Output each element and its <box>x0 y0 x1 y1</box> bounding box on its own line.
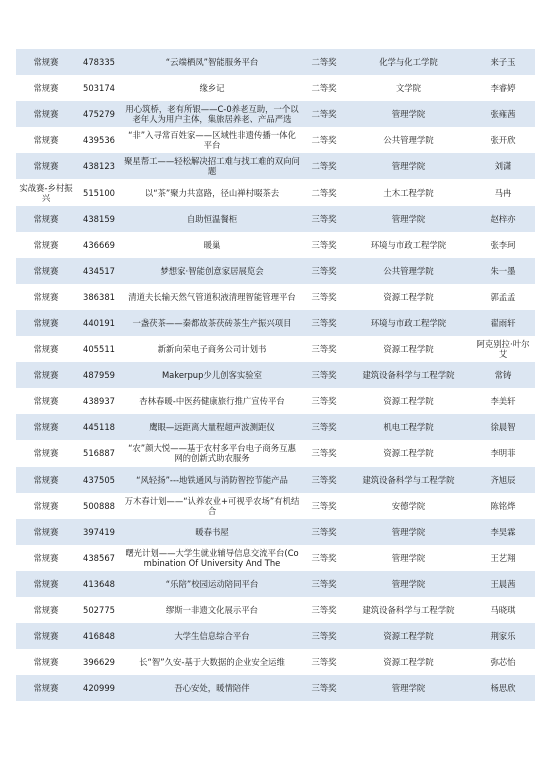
awards-table <box>16 49 535 701</box>
project-name-cell: 自助恒温餐柜 <box>122 206 302 232</box>
awards-table-wrapper <box>16 49 535 701</box>
leader-name-cell: 李明菲 <box>471 440 535 466</box>
project-name-cell: 杏林春暖-中医药健康旅行推广宣传平台 <box>122 388 302 414</box>
college-cell: 建筑设备科学与工程学院 <box>346 362 471 388</box>
college-cell: 管理学院 <box>346 101 471 127</box>
college-cell: 管理学院 <box>346 519 471 545</box>
table-row <box>16 440 535 466</box>
prize-level-cell: 三等奖 <box>302 232 346 258</box>
project-name-cell: Makerpup少儿创客实验室 <box>122 362 302 388</box>
project-name-cell: 一盏茯茶——秦都故茶茯砖茶生产振兴项目 <box>122 310 302 336</box>
prize-level-cell: 三等奖 <box>302 336 346 362</box>
table-row <box>16 127 535 153</box>
table-row <box>16 179 535 205</box>
college-cell: 管理学院 <box>346 545 471 571</box>
project-id-cell: 438567 <box>76 545 122 571</box>
leader-name-cell: 赵梓亦 <box>471 206 535 232</box>
college-cell: 安德学院 <box>346 493 471 519</box>
award-type-cell: 常规赛 <box>16 467 76 493</box>
prize-level-cell: 三等奖 <box>302 206 346 232</box>
project-name-cell: “非”入寻常百姓家——区域性非遗传播一体化平台 <box>122 127 302 153</box>
prize-level-cell: 三等奖 <box>302 493 346 519</box>
table-row <box>16 388 535 414</box>
table-row <box>16 310 535 336</box>
leader-name-cell: 来子玉 <box>471 49 535 75</box>
prize-level-cell: 二等奖 <box>302 49 346 75</box>
table-row <box>16 545 535 571</box>
award-type-cell: 常规赛 <box>16 258 76 284</box>
college-cell: 管理学院 <box>346 675 471 701</box>
award-type-cell: 常规赛 <box>16 153 76 179</box>
leader-name-cell: 陈铭烨 <box>471 493 535 519</box>
project-name-cell: 以“茶”聚力共富路，径山禅村啜茶去 <box>122 179 302 205</box>
leader-name-cell: 齐旭辰 <box>471 467 535 493</box>
college-cell: 建筑设备科学与工程学院 <box>346 597 471 623</box>
prize-level-cell: 三等奖 <box>302 675 346 701</box>
project-id-cell: 434517 <box>76 258 122 284</box>
project-name-cell: 清道夫长输天然气管道积液清理智能管理平台 <box>122 284 302 310</box>
project-name-cell: 曙光计划——大学生就业辅导信息交流平台(Combination Of University And The <box>122 545 302 571</box>
prize-level-cell: 三等奖 <box>302 545 346 571</box>
project-id-cell: 515100 <box>76 179 122 205</box>
leader-name-cell: 杨思欣 <box>471 675 535 701</box>
leader-name-cell: 郭孟孟 <box>471 284 535 310</box>
college-cell: 公共管理学院 <box>346 258 471 284</box>
college-cell: 管理学院 <box>346 153 471 179</box>
table-row <box>16 206 535 232</box>
table-row <box>16 75 535 101</box>
project-id-cell: 397419 <box>76 519 122 545</box>
award-type-cell: 常规赛 <box>16 388 76 414</box>
prize-level-cell: 三等奖 <box>302 414 346 440</box>
project-name-cell: 用心筑桥，老有所银——C-0养老互助，一个以老年人为用户主体，集旅居养老、产品严选 <box>122 101 302 127</box>
project-id-cell: 445118 <box>76 414 122 440</box>
leader-name-cell: 马冉 <box>471 179 535 205</box>
award-type-cell: 常规赛 <box>16 49 76 75</box>
project-id-cell: 487959 <box>76 362 122 388</box>
prize-level-cell: 三等奖 <box>302 284 346 310</box>
project-id-cell: 475279 <box>76 101 122 127</box>
leader-name-cell: 王晨茜 <box>471 571 535 597</box>
table-row <box>16 258 535 284</box>
prize-level-cell: 二等奖 <box>302 127 346 153</box>
prize-level-cell: 二等奖 <box>302 153 346 179</box>
college-cell: 文学院 <box>346 75 471 101</box>
table-row <box>16 649 535 675</box>
project-id-cell: 413648 <box>76 571 122 597</box>
prize-level-cell: 三等奖 <box>302 467 346 493</box>
project-name-cell: 新新向荣电子商务公司计划书 <box>122 336 302 362</box>
leader-name-cell: 常铸 <box>471 362 535 388</box>
prize-level-cell: 三等奖 <box>302 362 346 388</box>
leader-name-cell: 李睿婷 <box>471 75 535 101</box>
table-row <box>16 284 535 310</box>
award-type-cell: 常规赛 <box>16 597 76 623</box>
project-name-cell: “乐陪”校园运动陪同平台 <box>122 571 302 597</box>
table-row <box>16 153 535 179</box>
college-cell: 化学与化工学院 <box>346 49 471 75</box>
table-row <box>16 571 535 597</box>
leader-name-cell: 弥芯怡 <box>471 649 535 675</box>
award-type-cell: 常规赛 <box>16 571 76 597</box>
award-type-cell: 常规赛 <box>16 623 76 649</box>
award-type-cell: 常规赛 <box>16 675 76 701</box>
prize-level-cell: 二等奖 <box>302 101 346 127</box>
leader-name-cell: 徐晨智 <box>471 414 535 440</box>
project-id-cell: 420999 <box>76 675 122 701</box>
leader-name-cell: 翟雨轩 <box>471 310 535 336</box>
table-row <box>16 597 535 623</box>
table-row <box>16 675 535 701</box>
college-cell: 环境与市政工程学院 <box>346 310 471 336</box>
award-type-cell: 常规赛 <box>16 414 76 440</box>
project-id-cell: 516887 <box>76 440 122 466</box>
project-name-cell: 缘乡记 <box>122 75 302 101</box>
project-name-cell: 暖巢 <box>122 232 302 258</box>
awards-table-body <box>16 49 535 701</box>
project-id-cell: 416848 <box>76 623 122 649</box>
table-row <box>16 336 535 362</box>
project-id-cell: 436669 <box>76 232 122 258</box>
prize-level-cell: 三等奖 <box>302 388 346 414</box>
award-type-cell: 常规赛 <box>16 284 76 310</box>
college-cell: 管理学院 <box>346 206 471 232</box>
college-cell: 资源工程学院 <box>346 284 471 310</box>
leader-name-cell: 李昊霖 <box>471 519 535 545</box>
project-name-cell: 梦想家·智能创意家居展览会 <box>122 258 302 284</box>
project-name-cell: 鹰眼—远距离大量程超声波测距仪 <box>122 414 302 440</box>
project-id-cell: 440191 <box>76 310 122 336</box>
project-id-cell: 478335 <box>76 49 122 75</box>
leader-name-cell: 刘潇 <box>471 153 535 179</box>
project-id-cell: 500888 <box>76 493 122 519</box>
prize-level-cell: 二等奖 <box>302 179 346 205</box>
leader-name-cell: 荆家乐 <box>471 623 535 649</box>
project-name-cell: “风轻扬”---地铁通风与消防智控节能产品 <box>122 467 302 493</box>
project-name-cell: “云端栖凤”智能服务平台 <box>122 49 302 75</box>
project-id-cell: 438123 <box>76 153 122 179</box>
table-row <box>16 49 535 75</box>
award-type-cell: 常规赛 <box>16 127 76 153</box>
award-type-cell: 常规赛 <box>16 649 76 675</box>
college-cell: 资源工程学院 <box>346 440 471 466</box>
prize-level-cell: 三等奖 <box>302 258 346 284</box>
leader-name-cell: 李美轩 <box>471 388 535 414</box>
college-cell: 管理学院 <box>346 571 471 597</box>
project-name-cell: 吾心安处，暖情陪伴 <box>122 675 302 701</box>
leader-name-cell: 张开欣 <box>471 127 535 153</box>
prize-level-cell: 三等奖 <box>302 440 346 466</box>
project-id-cell: 438937 <box>76 388 122 414</box>
award-type-cell: 常规赛 <box>16 232 76 258</box>
project-name-cell: “农”颜大悦——基于农村多平台电子商务互惠网的创新式助农服务 <box>122 440 302 466</box>
project-name-cell: 大学生信息综合平台 <box>122 623 302 649</box>
project-id-cell: 503174 <box>76 75 122 101</box>
college-cell: 资源工程学院 <box>346 623 471 649</box>
college-cell: 建筑设备科学与工程学院 <box>346 467 471 493</box>
award-type-cell: 实战赛-乡村振兴 <box>16 179 76 205</box>
table-row <box>16 623 535 649</box>
table-row <box>16 414 535 440</box>
table-row <box>16 493 535 519</box>
prize-level-cell: 三等奖 <box>302 519 346 545</box>
project-id-cell: 438159 <box>76 206 122 232</box>
leader-name-cell: 朱一墨 <box>471 258 535 284</box>
award-type-cell: 常规赛 <box>16 545 76 571</box>
project-id-cell: 439536 <box>76 127 122 153</box>
award-type-cell: 常规赛 <box>16 310 76 336</box>
award-type-cell: 常规赛 <box>16 362 76 388</box>
college-cell: 资源工程学院 <box>346 388 471 414</box>
college-cell: 机电工程学院 <box>346 414 471 440</box>
award-type-cell: 常规赛 <box>16 519 76 545</box>
prize-level-cell: 三等奖 <box>302 310 346 336</box>
table-row <box>16 467 535 493</box>
leader-name-cell: 张雍茜 <box>471 101 535 127</box>
table-row <box>16 519 535 545</box>
leader-name-cell: 马晓琪 <box>471 597 535 623</box>
project-id-cell: 405511 <box>76 336 122 362</box>
project-name-cell: 万木春计划——“认养农业+可视乎农场”有机结合 <box>122 493 302 519</box>
award-type-cell: 常规赛 <box>16 101 76 127</box>
award-type-cell: 常规赛 <box>16 336 76 362</box>
project-name-cell: 长“智”久安-基于大数据的企业安全运维 <box>122 649 302 675</box>
award-type-cell: 常规赛 <box>16 75 76 101</box>
prize-level-cell: 三等奖 <box>302 571 346 597</box>
leader-name-cell: 王艺翔 <box>471 545 535 571</box>
award-type-cell: 常规赛 <box>16 493 76 519</box>
prize-level-cell: 二等奖 <box>302 75 346 101</box>
award-type-cell: 常规赛 <box>16 440 76 466</box>
college-cell: 土木工程学院 <box>346 179 471 205</box>
college-cell: 公共管理学院 <box>346 127 471 153</box>
award-type-cell: 常规赛 <box>16 206 76 232</box>
leader-name-cell: 张李珂 <box>471 232 535 258</box>
table-row <box>16 362 535 388</box>
prize-level-cell: 三等奖 <box>302 649 346 675</box>
project-id-cell: 386381 <box>76 284 122 310</box>
college-cell: 资源工程学院 <box>346 649 471 675</box>
project-id-cell: 437505 <box>76 467 122 493</box>
project-name-cell: 缪斯一非遗文化展示平台 <box>122 597 302 623</box>
prize-level-cell: 三等奖 <box>302 597 346 623</box>
project-name-cell: 聚星帮工——轻松解决招工难与找工难的双向问题 <box>122 153 302 179</box>
college-cell: 资源工程学院 <box>346 336 471 362</box>
project-id-cell: 396629 <box>76 649 122 675</box>
leader-name-cell: 阿克别拉·叶尔艾 <box>471 336 535 362</box>
project-id-cell: 502775 <box>76 597 122 623</box>
table-row <box>16 232 535 258</box>
college-cell: 环境与市政工程学院 <box>346 232 471 258</box>
prize-level-cell: 三等奖 <box>302 623 346 649</box>
project-name-cell: 暖春书屋 <box>122 519 302 545</box>
table-row <box>16 101 535 127</box>
